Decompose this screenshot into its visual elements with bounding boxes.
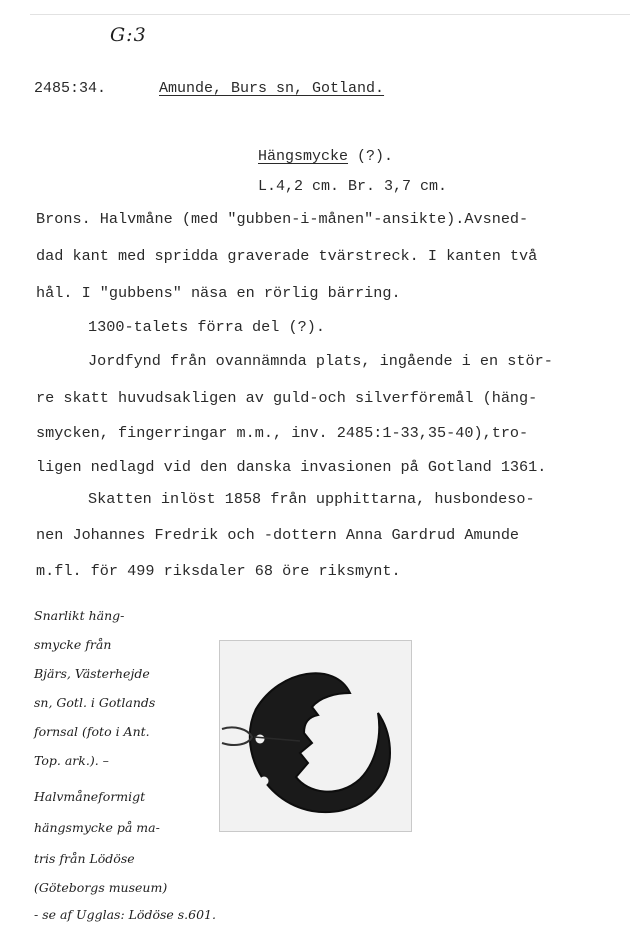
object-dimensions: L.4,2 cm. Br. 3,7 cm. bbox=[258, 178, 448, 195]
handwritten-note: Snarlikt häng- bbox=[34, 608, 125, 623]
description-line: re skatt huvudsakligen av guld-och silverföremål (häng- bbox=[36, 389, 538, 407]
handwritten-note: fornsal (foto i Ant. bbox=[34, 724, 150, 739]
description-line: Jordfynd från ovannämnda plats, ingående i en stör- bbox=[88, 352, 553, 370]
description-line: Skatten inlöst 1858 från upphittarna, husbondeso- bbox=[88, 490, 535, 508]
card-code: G:3 bbox=[110, 24, 147, 46]
description-line: Brons. Halvmåne (med "gubben-i-månen"-ansikte).Avsned- bbox=[36, 210, 529, 228]
description-line: hål. I "gubbens" näsa en rörlig bärring. bbox=[36, 284, 401, 302]
object-name: Hängsmycke bbox=[258, 148, 349, 165]
handwritten-note: - se af Ugglas: Lödöse s.601. bbox=[34, 907, 216, 922]
inventory-number: 2485:34. bbox=[34, 80, 107, 97]
handwritten-note: tris från Lödöse bbox=[34, 851, 135, 866]
handwritten-note: Top. ark.). – bbox=[34, 753, 109, 768]
description-line: 1300-talets förra del (?). bbox=[88, 318, 325, 336]
handwritten-note: sn, Gotl. i Gotlands bbox=[34, 695, 156, 710]
description-line: nen Johannes Fredrik och -dottern Anna Gardrud Amunde bbox=[36, 526, 520, 544]
handwritten-note: Bjärs, Västerhejde bbox=[34, 666, 150, 681]
description-line: smycken, fingerringar m.m., inv. 2485:1-33,35-40),tro- bbox=[36, 424, 529, 442]
object-name-suffix: (?). bbox=[348, 148, 394, 165]
handwritten-note: (Göteborgs museum) bbox=[34, 880, 168, 895]
handwritten-note: hängsmycke på ma- bbox=[34, 820, 160, 835]
handwritten-note: smycke från bbox=[34, 637, 112, 652]
description-line: ligen nedlagd vid den danska invasionen på Gotland 1361. bbox=[36, 458, 547, 476]
crescent-pendant-icon bbox=[220, 641, 411, 831]
object-title bbox=[258, 148, 393, 165]
top-rule bbox=[30, 14, 630, 15]
description-line: dad kant med spridda graverade tvärstreck. I kanten två bbox=[36, 247, 538, 265]
handwritten-note: Halvmåneformigt bbox=[34, 789, 146, 804]
find-location: Amunde, Burs sn, Gotland. bbox=[159, 80, 385, 97]
pendant-photo bbox=[219, 640, 412, 832]
description-line: m.fl. för 499 riksdaler 68 öre riksmynt. bbox=[36, 562, 401, 580]
